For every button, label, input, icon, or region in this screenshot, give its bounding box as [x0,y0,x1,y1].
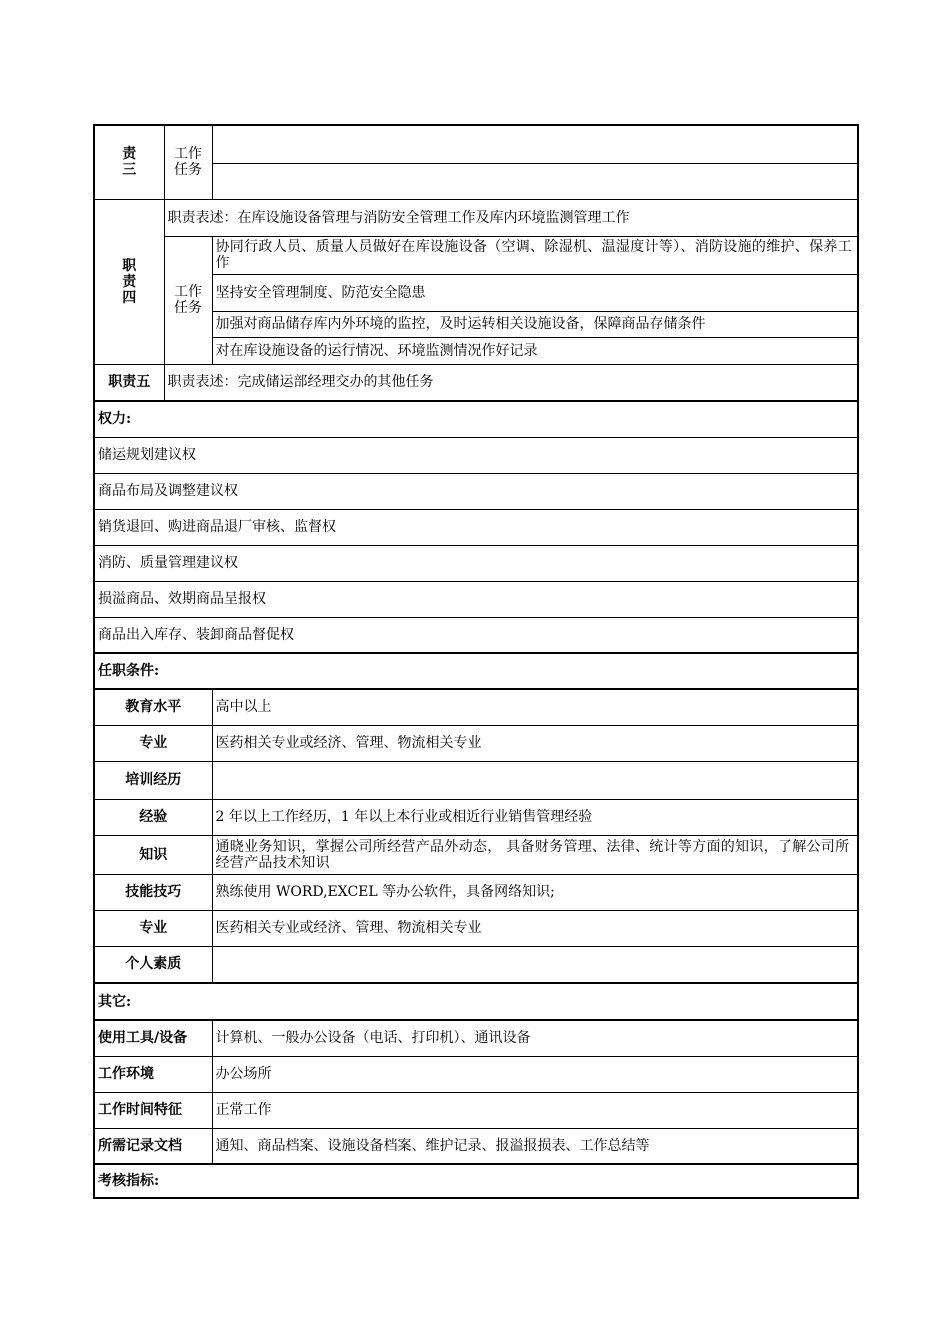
duty4-task-4: 对在库设施设备的运行情况、环境监测情况作好记录 [212,337,858,364]
assessment-heading: 考核指标: [94,1164,858,1198]
other-label-records: 所需记录文档 [94,1128,212,1164]
qual-label-personal-quality: 个人素质 [94,946,212,983]
job-description-sheet [93,124,857,1199]
duty3-task-label-line2: 任务 [174,162,202,179]
authority-item-2: 商品布局及调整建议权 [94,473,858,509]
duty3-task-label [164,125,212,199]
qual-value-skills: 熟练使用 WORD,EXCEL 等办公软件，具备网络知识; [212,874,858,910]
duty4-statement: 职责表述：在库设施设备管理与消防安全管理工作及库内环境监测管理工作 [164,199,858,236]
qual-label-knowledge: 知识 [94,835,212,874]
qual-value-education: 高中以上 [212,689,858,725]
duty3-label [94,125,164,199]
duty4-label-line2: 责 [122,273,137,290]
authority-item-6: 商品出入库存、装卸商品督促权 [94,617,858,653]
duty3-label-line2: 三 [122,162,137,179]
duty5-label: 职责五 [94,364,164,401]
authority-item-1: 储运规划建议权 [94,437,858,473]
duty4-task-3: 加强对商品储存库内外环境的监控，及时运转相关设施设备，保障商品存储条件 [212,311,858,337]
other-value-records: 通知、商品档案、设施设备档案、维护记录、报溢报损表、工作总结等 [212,1128,858,1164]
duty4-task-1: 协同行政人员、质量人员做好在库设施设备（空调、除湿机、温湿度计等）、消防设施的维护、保养工作 [212,236,858,274]
duty4-label-line1: 职 [122,257,137,274]
qual-value-major: 医药相关专业或经济、管理、物流相关专业 [212,725,858,761]
qual-label-skills: 技能技巧 [94,874,212,910]
duty3-label-line1: 责 [122,146,137,163]
duty5-statement: 职责表述：完成储运部经理交办的其他任务 [164,364,858,401]
qual-value-personal-quality [212,946,858,983]
other-value-tools: 计算机、一般办公设备（电话、打印机）、通讯设备 [212,1020,858,1056]
qual-label-major: 专业 [94,725,212,761]
duty3-task-label-line1: 工作 [174,146,202,163]
duty4-task-label-line2: 任务 [174,300,202,316]
qual-value-knowledge: 通晓业务知识，掌握公司所经营产品外动态， 具备财务管理、法律、统计等方面的知识，了解公司所经营产品技术知识 [212,835,858,874]
authority-item-5: 损溢商品、效期商品呈报权 [94,581,858,617]
duty3-task-1 [212,125,858,163]
other-label-tools: 使用工具/设备 [94,1020,212,1056]
qual-label-experience: 经验 [94,799,212,835]
duty4-task-label-line1: 工作 [174,284,202,300]
qual-value-experience: 2 年以上工作经历，1 年以上本行业或相近行业销售管理经验 [212,799,858,835]
qual-value-major-2: 医药相关专业或经济、管理、物流相关专业 [212,910,858,946]
job-description-table [93,124,859,1199]
qual-label-major-2: 专业 [94,910,212,946]
qual-value-training [212,761,858,799]
authority-item-3: 销货退回、购进商品退厂审核、监督权 [94,509,858,545]
qualifications-heading: 任职条件: [94,653,858,689]
duty4-task-label [164,236,212,364]
other-value-environment: 办公场所 [212,1056,858,1092]
qual-label-training: 培训经历 [94,761,212,799]
other-label-work-time: 工作时间特征 [94,1092,212,1128]
duty4-label [94,199,164,364]
authority-item-4: 消防、质量管理建议权 [94,545,858,581]
duty4-task-2: 坚持安全管理制度、防范安全隐患 [212,274,858,311]
other-label-environment: 工作环境 [94,1056,212,1092]
other-heading: 其它: [94,983,858,1020]
other-value-work-time: 正常工作 [212,1092,858,1128]
duty3-task-2 [212,163,858,199]
authority-heading: 权力: [94,401,858,437]
qual-label-education: 教育水平 [94,689,212,725]
duty4-label-line3: 四 [122,289,137,306]
